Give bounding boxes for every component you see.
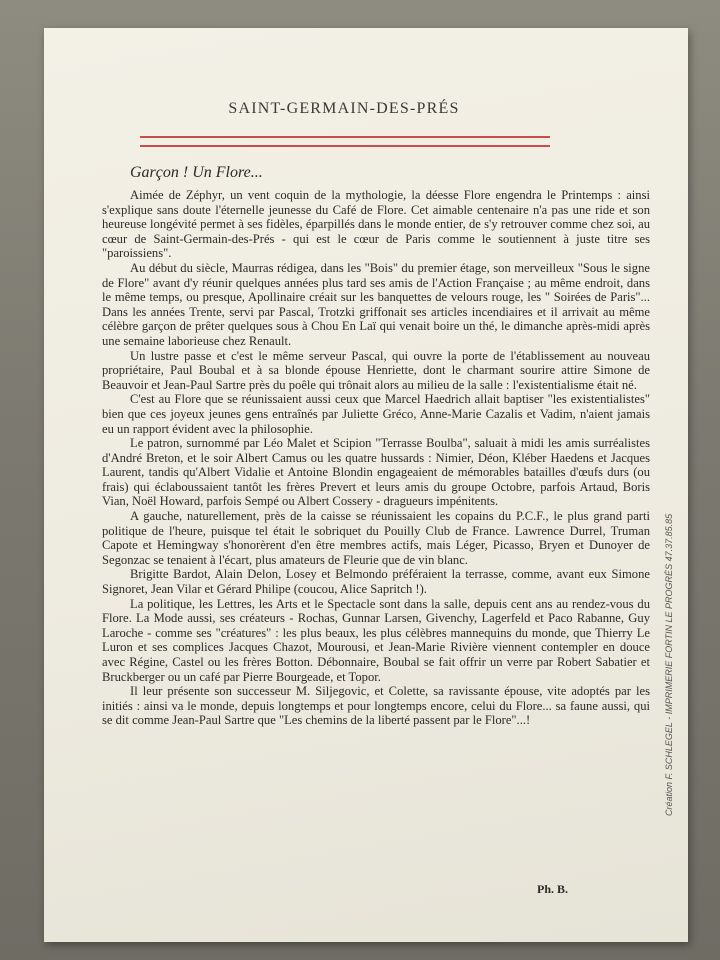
paragraph-2: Au début du siècle, Maurras rédigea, dans les "Bois" du premier étage, son merveilleux "Sous le signe de Flore" avant d'y réunir quelques années plus tard ses amis de l'Action Française ; au même endroit, dans le même temps, ou presque, Apollinaire créait sur les banquettes de velours rouge, les " Soirées de Paris"... Dans les années Trente, servi par Pascal, Trotzki griffonait ses articles incendiaires et il arrivait au même célèbre garçon de prêter quelques sous à Chou En Laï qui venait boire un thé, le dimanche après-midi après une semaine laborieuse chez Renault. — [102, 260, 650, 348]
article-title: Garçon ! Un Flore... — [130, 164, 263, 181]
paragraph-4: C'est au Flore que se réunissaient aussi ceux que Marcel Haedrich allait baptiser "les existentialistes" bien que ces joyeux jeunes gens entraînés par Juliette Gréco, Anne-Marie Cazalis et Vadim, n'aient jamais eu un rapport évident avec la philosophie. — [102, 392, 650, 436]
paragraph-5: Le patron, surnommé par Léo Malet et Scipion "Terrasse Boulba", saluait à midi les amis surréalistes d'André Breton, et le soir Albert Camus ou les quatre hussards : Nimier, Déon, Kléber Haedens et Jacques Laurent, tandis qu'Albert Vidalie et Antoine Blondin engageaient de mémorables batailles d'œufs durs (ou frais) qui éclaboussaient tantôt les frères Prevert et leurs amis du groupe Octobre, parfois Artaud, Boris Vian, Noël Howard, parfois Sempé ou Albert Cossery - dragueurs impénitents. — [102, 436, 650, 509]
paragraph-1: Aimée de Zéphyr, un vent coquin de la mythologie, la déesse Flore engendra le Printemps : ainsi s'explique sans doute l'éternelle jeunesse du Café de Flore. Cet aimable centenaire n'a pas une ride et son heureuse longévité permet à ses fidèles, éparpillés dans le monde entier, de s'y retrouver comme chez soi, au cœur de Saint-Germain-des-Prés - qui est le cœur de Paris comme le soutiennent à juste titre ses "paroissiens". — [102, 188, 650, 261]
paragraph-9: Il leur présente son successeur M. Siljegovic, et Colette, sa ravissante épouse, vite adoptés par les initiés : ainsi va le monde, depuis longtemps et pour longtemps encore, celui du Flore... sa faune aussi, qui se dit comme Jean-Paul Sartre que "Les chemins de la liberté passent par le Flore"...! — [102, 684, 650, 728]
paragraph-3: Un lustre passe et c'est le même serveur Pascal, qui ouvre la porte de l'établissement au nouveau propriétaire, Paul Boubal et à sa blonde épouse Henriette, dont le charmant sourire attire Simone de Beauvoir et Jean-Paul Sartre près du poêle qui trônait alors au milieu de la salle : l'existentialisme était né. — [102, 348, 650, 392]
document-page — [44, 28, 688, 942]
red-rule-bottom — [140, 145, 550, 147]
paragraph-8: La politique, les Lettres, les Arts et le Spectacle sont dans la salle, depuis cent ans au rendez-vous du Flore. La Mode aussi, ses créateurs - Rochas, Gunnar Larsen, Givenchy, Lagerfeld et Paco Rabanne, Guy Laroche - comme ses "créatures" : les plus beaux, les plus célèbres mannequins du monde, que Thierry Le Luron et ses complices Jacques Chazot, Mourousi, et Jean-Marie Rivière viennent contempler en douce avec Régine, Castel ou les frères Botton. Débonnaire, Boubal se fait offrir un verre par Robert Sabatier et Bruckberger ou un café par Pierre Bourgeade, et Topor. — [102, 596, 650, 684]
paragraph-7: Brigitte Bardot, Alain Delon, Losey et Belmondo préféraient la terrasse, comme, avant eux Simone Signoret, Jean Vilar et Gérard Philipe (coucou, Alice Sapritch !). — [102, 567, 650, 597]
article-body — [102, 188, 650, 728]
page-header: SAINT-GERMAIN-DES-PRÉS — [228, 100, 460, 117]
paragraph-6: A gauche, naturellement, près de la caisse se réunissaient les copains du P.C.F., le plus grand parti politique de l'heure, puisque tel était le sobriquet du Pouilly Club de France. Lawrence Durrel, Truman Capote et Hemingway s'honorèrent d'en être membres actifs, mais Léger, Picasso, Bryen et Dunoyer de Segonzac se tenaient à l'écart, plus amateurs de Fleurie que de vin blanc. — [102, 509, 650, 567]
signature: Ph. B. — [536, 882, 568, 896]
printer-credit-text: Création F. SCHLEGEL - IMPRIMERIE FORTIN LE PROGRÈS 47.37.85.85 — [664, 513, 674, 816]
red-rule-top — [140, 136, 550, 138]
